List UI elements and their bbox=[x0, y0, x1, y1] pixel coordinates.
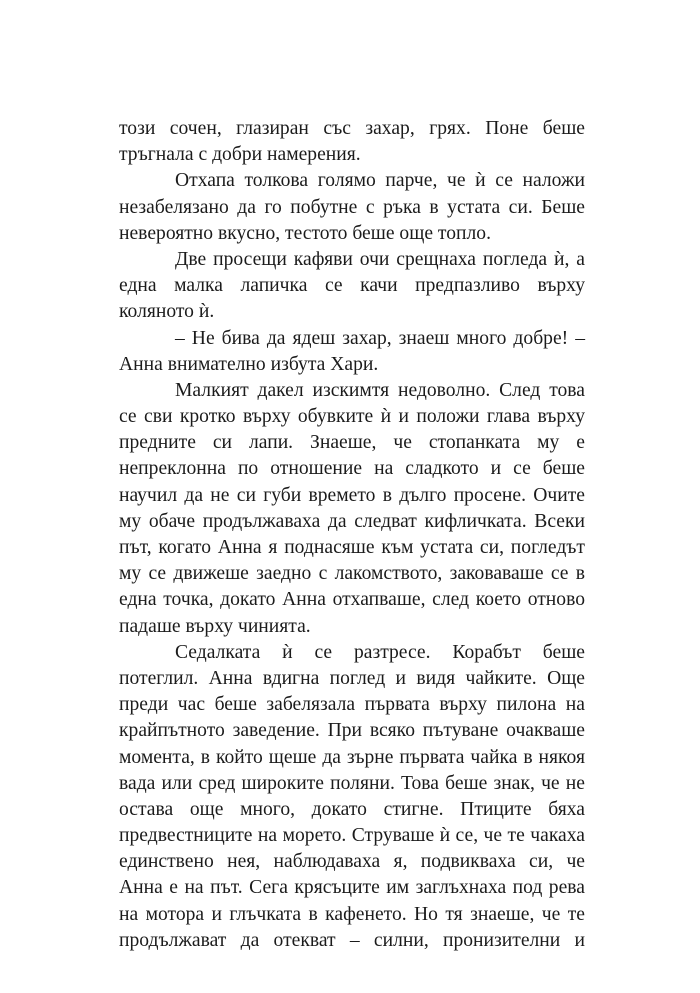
text-line: една малка лапичка се качи предпазливо върху bbox=[119, 275, 585, 297]
text-line: една точка, докато Анна отхапваше, след което отново bbox=[119, 589, 585, 611]
text-line: непреклонна по отношение на сладкото и се беше bbox=[119, 458, 585, 480]
text-line: незабелязано да го побутне с ръка в устата си. Беше bbox=[119, 196, 585, 218]
text-line: път, когато Анна я поднасяше към устата си, погледът bbox=[119, 537, 585, 558]
text-line: му се движеше заедно с лакомството, заковаваше се в bbox=[119, 563, 585, 585]
text-line: продължават да отекват – силни, пронизителни и bbox=[119, 929, 585, 951]
body-text bbox=[119, 116, 585, 954]
text-line: се сви кротко върху обувките ѝ и положи глава върху bbox=[119, 406, 585, 428]
text-line: единствено нея, наблюдаваха я, подвикваха си, че bbox=[119, 851, 585, 873]
text-line: предвестниците на морето. Струваше ѝ се, че те чакаха bbox=[119, 825, 585, 847]
text-line: – Не бива да ядеш захар, знаеш много добре! – bbox=[175, 327, 585, 349]
text-line: коляното ѝ. bbox=[119, 301, 215, 323]
text-line: падаше върху чинията. bbox=[119, 615, 311, 637]
text-line: крайпътното заведение. При всяко пътуване очакваше bbox=[119, 720, 585, 742]
text-line: потеглил. Анна вдигна поглед и видя чайките. Още bbox=[119, 667, 585, 689]
text-line: тръгнала с добри намерения. bbox=[119, 144, 361, 166]
text-line: Малкият дакел изскимтя недоволно. След това bbox=[175, 379, 585, 401]
text-line: на мотора и глъчката в кафенето. Но тя знаеше, че те bbox=[119, 903, 585, 925]
text-line: научил да не си губи времето в дълго просене. Очите bbox=[119, 484, 585, 506]
text-line: преди час беше забелязала първата върху пилона на bbox=[119, 694, 585, 716]
text-line: този сочен, глазиран със захар, грях. Поне беше bbox=[119, 118, 585, 139]
text-line: вада или сред широките поляни. Това беше знак, че не bbox=[119, 772, 585, 794]
text-line: предните си лапи. Знаеше, че стопанката му е bbox=[119, 432, 585, 454]
text-line: Анна внимателно избута Хари. bbox=[119, 353, 379, 375]
text-line: му обаче продължаваха да следват кифличката. Всеки bbox=[119, 510, 585, 532]
text-line: невероятно вкусно, тестото беше още топло. bbox=[119, 222, 491, 244]
text-line: Седалката ѝ се разтресе. Корабът беше bbox=[175, 641, 585, 663]
text-line: Две просещи кафяви очи срещнаха погледа ѝ, а bbox=[175, 248, 585, 270]
text-line: момента, в който щеше да зърне първата чайка в някоя bbox=[119, 746, 585, 768]
text-line: Анна е на път. Сега крясъците им заглъхнаха под рева bbox=[119, 877, 585, 899]
text-line: остава още много, докато стигне. Птиците бяха bbox=[119, 798, 585, 820]
text-line: Отхапа толкова голямо парче, че ѝ се наложи bbox=[175, 170, 585, 192]
